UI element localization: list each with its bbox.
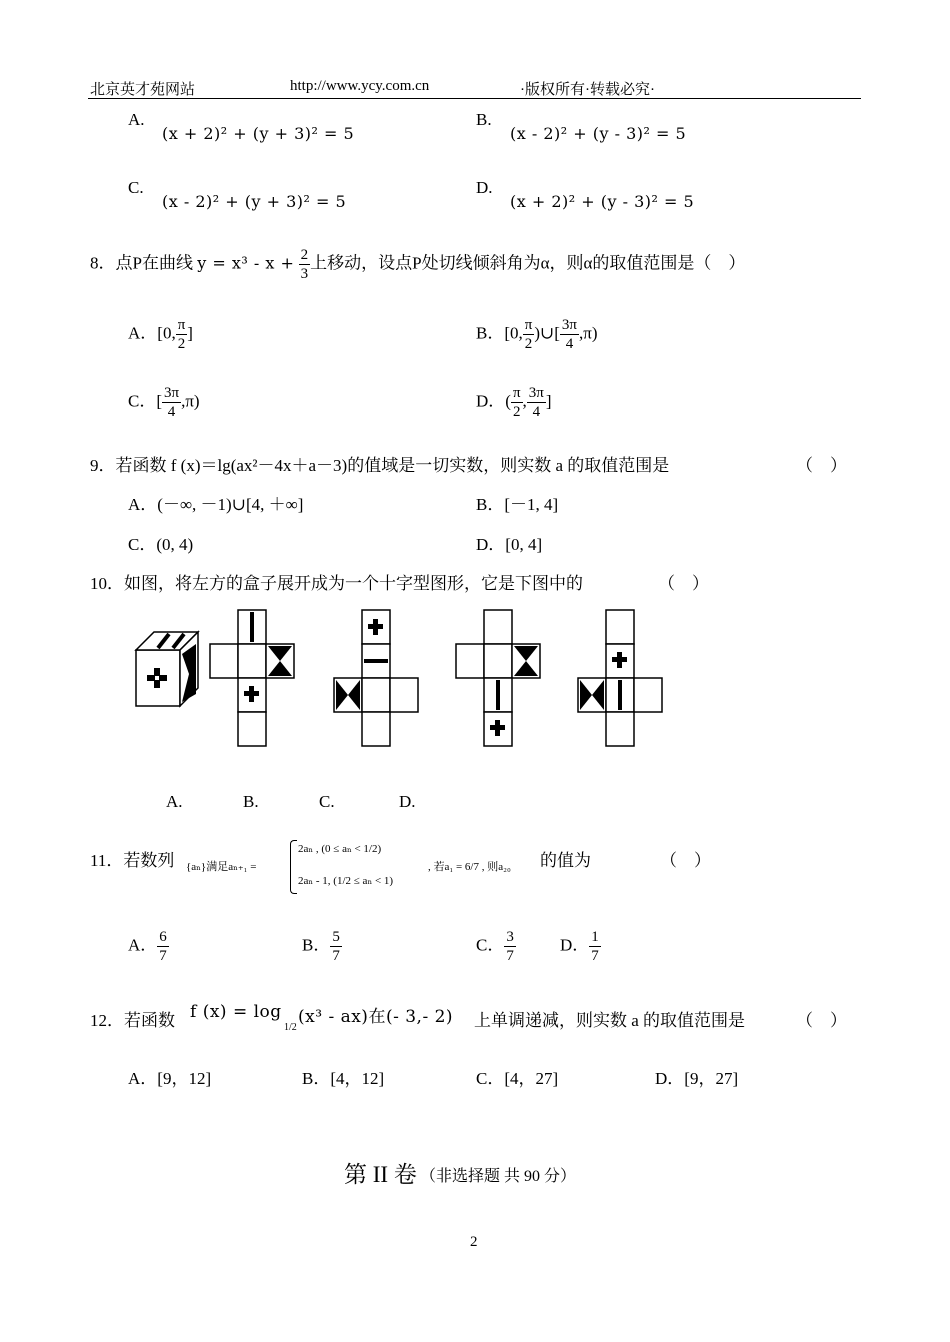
q12-number: 12．若函数 — [90, 1011, 175, 1030]
q11-option-a: A． $\frac{6}{7}$ — [128, 929, 167, 964]
net-option-b — [334, 610, 418, 746]
q7-option-c: (x - 2)² + (y + 3)² = 5 — [162, 192, 347, 211]
cube-figure — [136, 632, 198, 706]
q8-pre: 点P在曲线 — [115, 253, 193, 273]
q11-case-2: 2aₙ - 1, (1/2 ≤ aₙ < 1) — [298, 875, 394, 887]
q9-question: 9．若函数 f (x)＝lg(ax²－4x＋a－3)的值域是一切实数，则实数 a 的取值范围是 — [90, 456, 670, 475]
q11-sequence: {aₙ}满足aₙ₊₁ = — [186, 861, 257, 873]
net-option-c — [456, 610, 540, 746]
q10-option-a: A. — [166, 792, 183, 811]
q12-answer-paren: （ ） — [796, 1011, 847, 1030]
q11-number: 11．若数列 — [90, 851, 175, 870]
q12-option-d: D．[9，27] — [655, 1069, 739, 1088]
q11-answer-paren: （ ） — [660, 851, 711, 870]
q11-option-c: C． $\frac{3}{7}$ — [476, 929, 514, 964]
q9-answer-paren: （ ） — [796, 456, 847, 475]
q12-post: 上单调递减，则实数 a 的取值范围是 — [474, 1011, 746, 1030]
q12-log-base: 1/2 — [284, 1022, 297, 1033]
q9-option-a: A．(－∞, －1)∪[4, ＋∞] — [128, 495, 304, 514]
q7-option-b-label: B. — [476, 110, 492, 129]
q11-case-1: 2aₙ , (0 ≤ aₙ < 1/2) — [298, 843, 382, 855]
q11-brace — [290, 840, 297, 894]
q8-number: 8． — [90, 253, 116, 273]
q8-curve: y = x³ - x + — [197, 253, 295, 273]
q12-option-a: A．[9，12] — [128, 1069, 212, 1088]
q7-option-a: (x + 2)² + (y + 3)² = 5 — [162, 124, 355, 143]
q7-option-a-label: A. — [128, 110, 145, 129]
q8-option-c: C．[ $\frac{3\pi}{4}$ ,π) — [128, 385, 200, 420]
q8-question — [90, 246, 745, 283]
q12-option-b: B．[4，12] — [302, 1069, 385, 1088]
q10-option-d: D. — [399, 792, 416, 811]
q7-option-d: (x + 2)² + (y - 3)² = 5 — [510, 192, 695, 211]
section-title: 第 II 卷 — [344, 1162, 417, 1187]
q10-answer-paren: （ ） — [658, 574, 709, 593]
q7-option-c-label: C. — [128, 178, 144, 197]
q8-fraction: $\frac{2}{3}$ — [300, 247, 309, 282]
page-number: 2 — [470, 1234, 478, 1250]
q12-expr: f (x) = log — [190, 1002, 282, 1022]
header-rule — [88, 98, 861, 99]
net-option-a — [210, 610, 294, 746]
q8-post: 上移动，设点P处切线倾斜角为α，则α的取值范围是（ ） — [310, 253, 746, 273]
q11-option-b: B． $\frac{5}{7}$ — [302, 929, 340, 964]
q11-post: 的值为 — [540, 851, 591, 870]
header-copyright: ·版权所有·转载必究· — [520, 82, 655, 98]
q7-option-d-label: D. — [476, 178, 493, 197]
q9-option-c: C．(0, 4) — [128, 535, 194, 554]
q12-arg: (x³ - ax)在(- 3,- 2) — [298, 1007, 454, 1027]
q8-option-a: A．[0, $\frac{\pi}{2}$ ] — [128, 317, 193, 352]
q12-option-c: C．[4，27] — [476, 1069, 559, 1088]
q8-option-b: B．[0, $\frac{\pi}{2}$ )∪[ $\frac{3\pi}{4}$ ,π) — [476, 317, 598, 352]
header-site: 北京英才苑网站 — [90, 82, 196, 98]
section-subtitle: （非选择题 共 90 分） — [420, 1168, 577, 1185]
q10-option-c: C. — [319, 792, 335, 811]
header-url: http://www.ycy.com.cn — [290, 78, 430, 94]
q10-option-b: B. — [243, 792, 259, 811]
q11-option-d: D． $\frac{1}{7}$ — [560, 929, 599, 964]
net-option-d — [578, 610, 662, 746]
q7-option-b: (x - 2)² + (y - 3)² = 5 — [510, 124, 687, 143]
q9-option-b: B．[－1, 4] — [476, 495, 559, 514]
q10-figure — [128, 604, 668, 754]
q11-condition: , 若a₁ = 6/7 , 则a₂₀ — [428, 861, 511, 873]
q9-option-d: D．[0, 4] — [476, 535, 543, 554]
q10-question: 10．如图，将左方的盒子展开成为一个十字型图形，它是下图中的 — [90, 574, 583, 593]
q8-option-d: D．( $\frac{\pi}{2}$ , $\frac{3\pi}{4}$ ] — [476, 385, 552, 420]
